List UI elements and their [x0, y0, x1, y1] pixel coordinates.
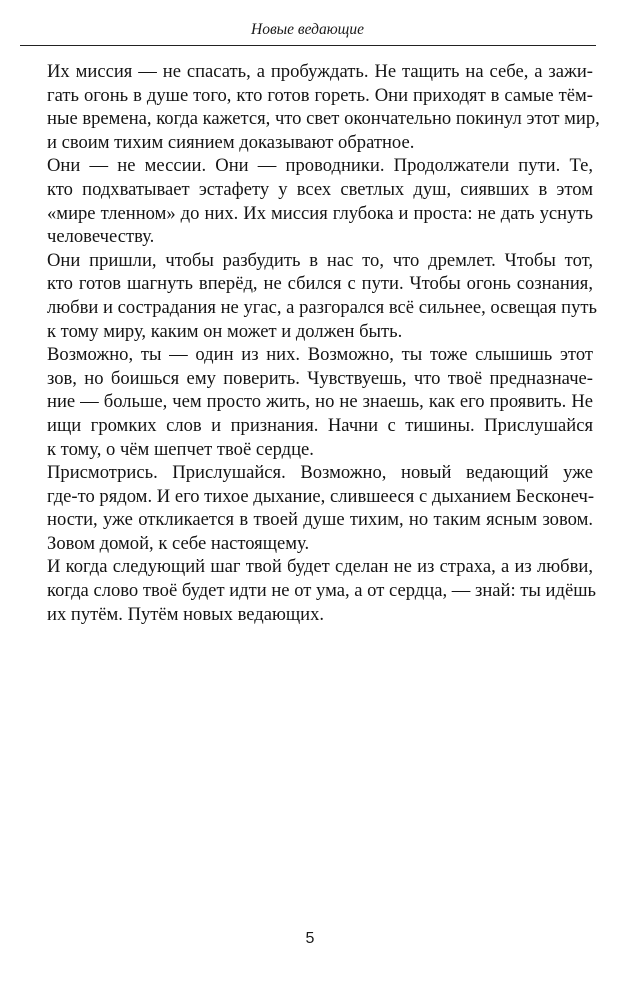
- text-line: Их миссия — не спасать, а пробуждать. Не тащить на себе, а зажи-: [47, 61, 593, 82]
- paragraph: [22, 461, 593, 555]
- text-line: к тому, о чём шепчет твоё сердце.: [47, 438, 314, 460]
- paragraph: [22, 555, 597, 626]
- body-text: [22, 60, 600, 626]
- text-line: где-то рядом. И его тихое дыхание, слившееся с дыханием Бесконеч-: [47, 485, 595, 507]
- paragraph: [22, 249, 597, 343]
- text-line: кто подхватывает эстафету у всех светлых душ, сиявших в этом: [47, 178, 593, 200]
- running-head: Новые ведающие: [251, 21, 364, 38]
- text-line: Присмотрись. Прислушайся. Возможно, новый ведающий уже: [47, 462, 593, 484]
- text-line: Они — не мессии. Они — проводники. Продолжатели пути. Те,: [47, 155, 593, 177]
- header-rule: [20, 45, 596, 46]
- paragraph: [22, 343, 593, 461]
- text-line: когда слово твоё будет идти не от ума, а от сердца, — знай: ты идёшь: [47, 580, 597, 602]
- text-line: зов, но боишься ему поверить. Чувствуешь, что твоё предназначе-: [47, 367, 593, 389]
- text-line: Зовом домой, к себе настоящему.: [47, 532, 310, 554]
- text-line: Возможно, ты — один из них. Возможно, ты тоже слышишь этот: [47, 344, 593, 366]
- text-line: гать огонь в душе того, кто готов гореть. Они приходят в самые тём-: [47, 84, 593, 106]
- page-number: 5: [305, 930, 315, 947]
- text-line: ные времена, когда кажется, что свет окончательно покинул этот мир,: [47, 108, 600, 130]
- text-line: «мире тленном» до них. Их миссия глубока и проста: не дать уснуть: [47, 202, 593, 224]
- text-line: Они пришли, чтобы разбудить в нас то, что дремлет. Чтобы тот,: [47, 249, 593, 271]
- text-line: и своим тихим сиянием доказывают обратное.: [47, 131, 415, 153]
- text-line: ищи громких слов и признания. Начни с тишины. Прислушайся: [47, 414, 593, 436]
- text-line: человечеству.: [47, 226, 155, 248]
- text-line: ности, уже откликается в твоей душе тихим, но таким ясным зовом.: [47, 509, 593, 531]
- text-line: их путём. Путём новых ведающих.: [47, 603, 325, 625]
- paragraph: [22, 154, 593, 248]
- text-line: кто готов шагнуть вперёд, не сбился с пути. Чтобы огонь сознания,: [47, 273, 593, 295]
- text-line: к тому миру, каким он может и должен быть.: [47, 320, 403, 342]
- text-line: И когда следующий шаг твой будет сделан не из страха, а из любви,: [47, 556, 593, 578]
- text-line: любви и сострадания не угас, а разгорался всё сильнее, освещая путь: [47, 296, 597, 318]
- text-line: ние — больше, чем просто жить, но не знаешь, как его проявить. Не: [47, 391, 593, 413]
- paragraph: [22, 60, 600, 154]
